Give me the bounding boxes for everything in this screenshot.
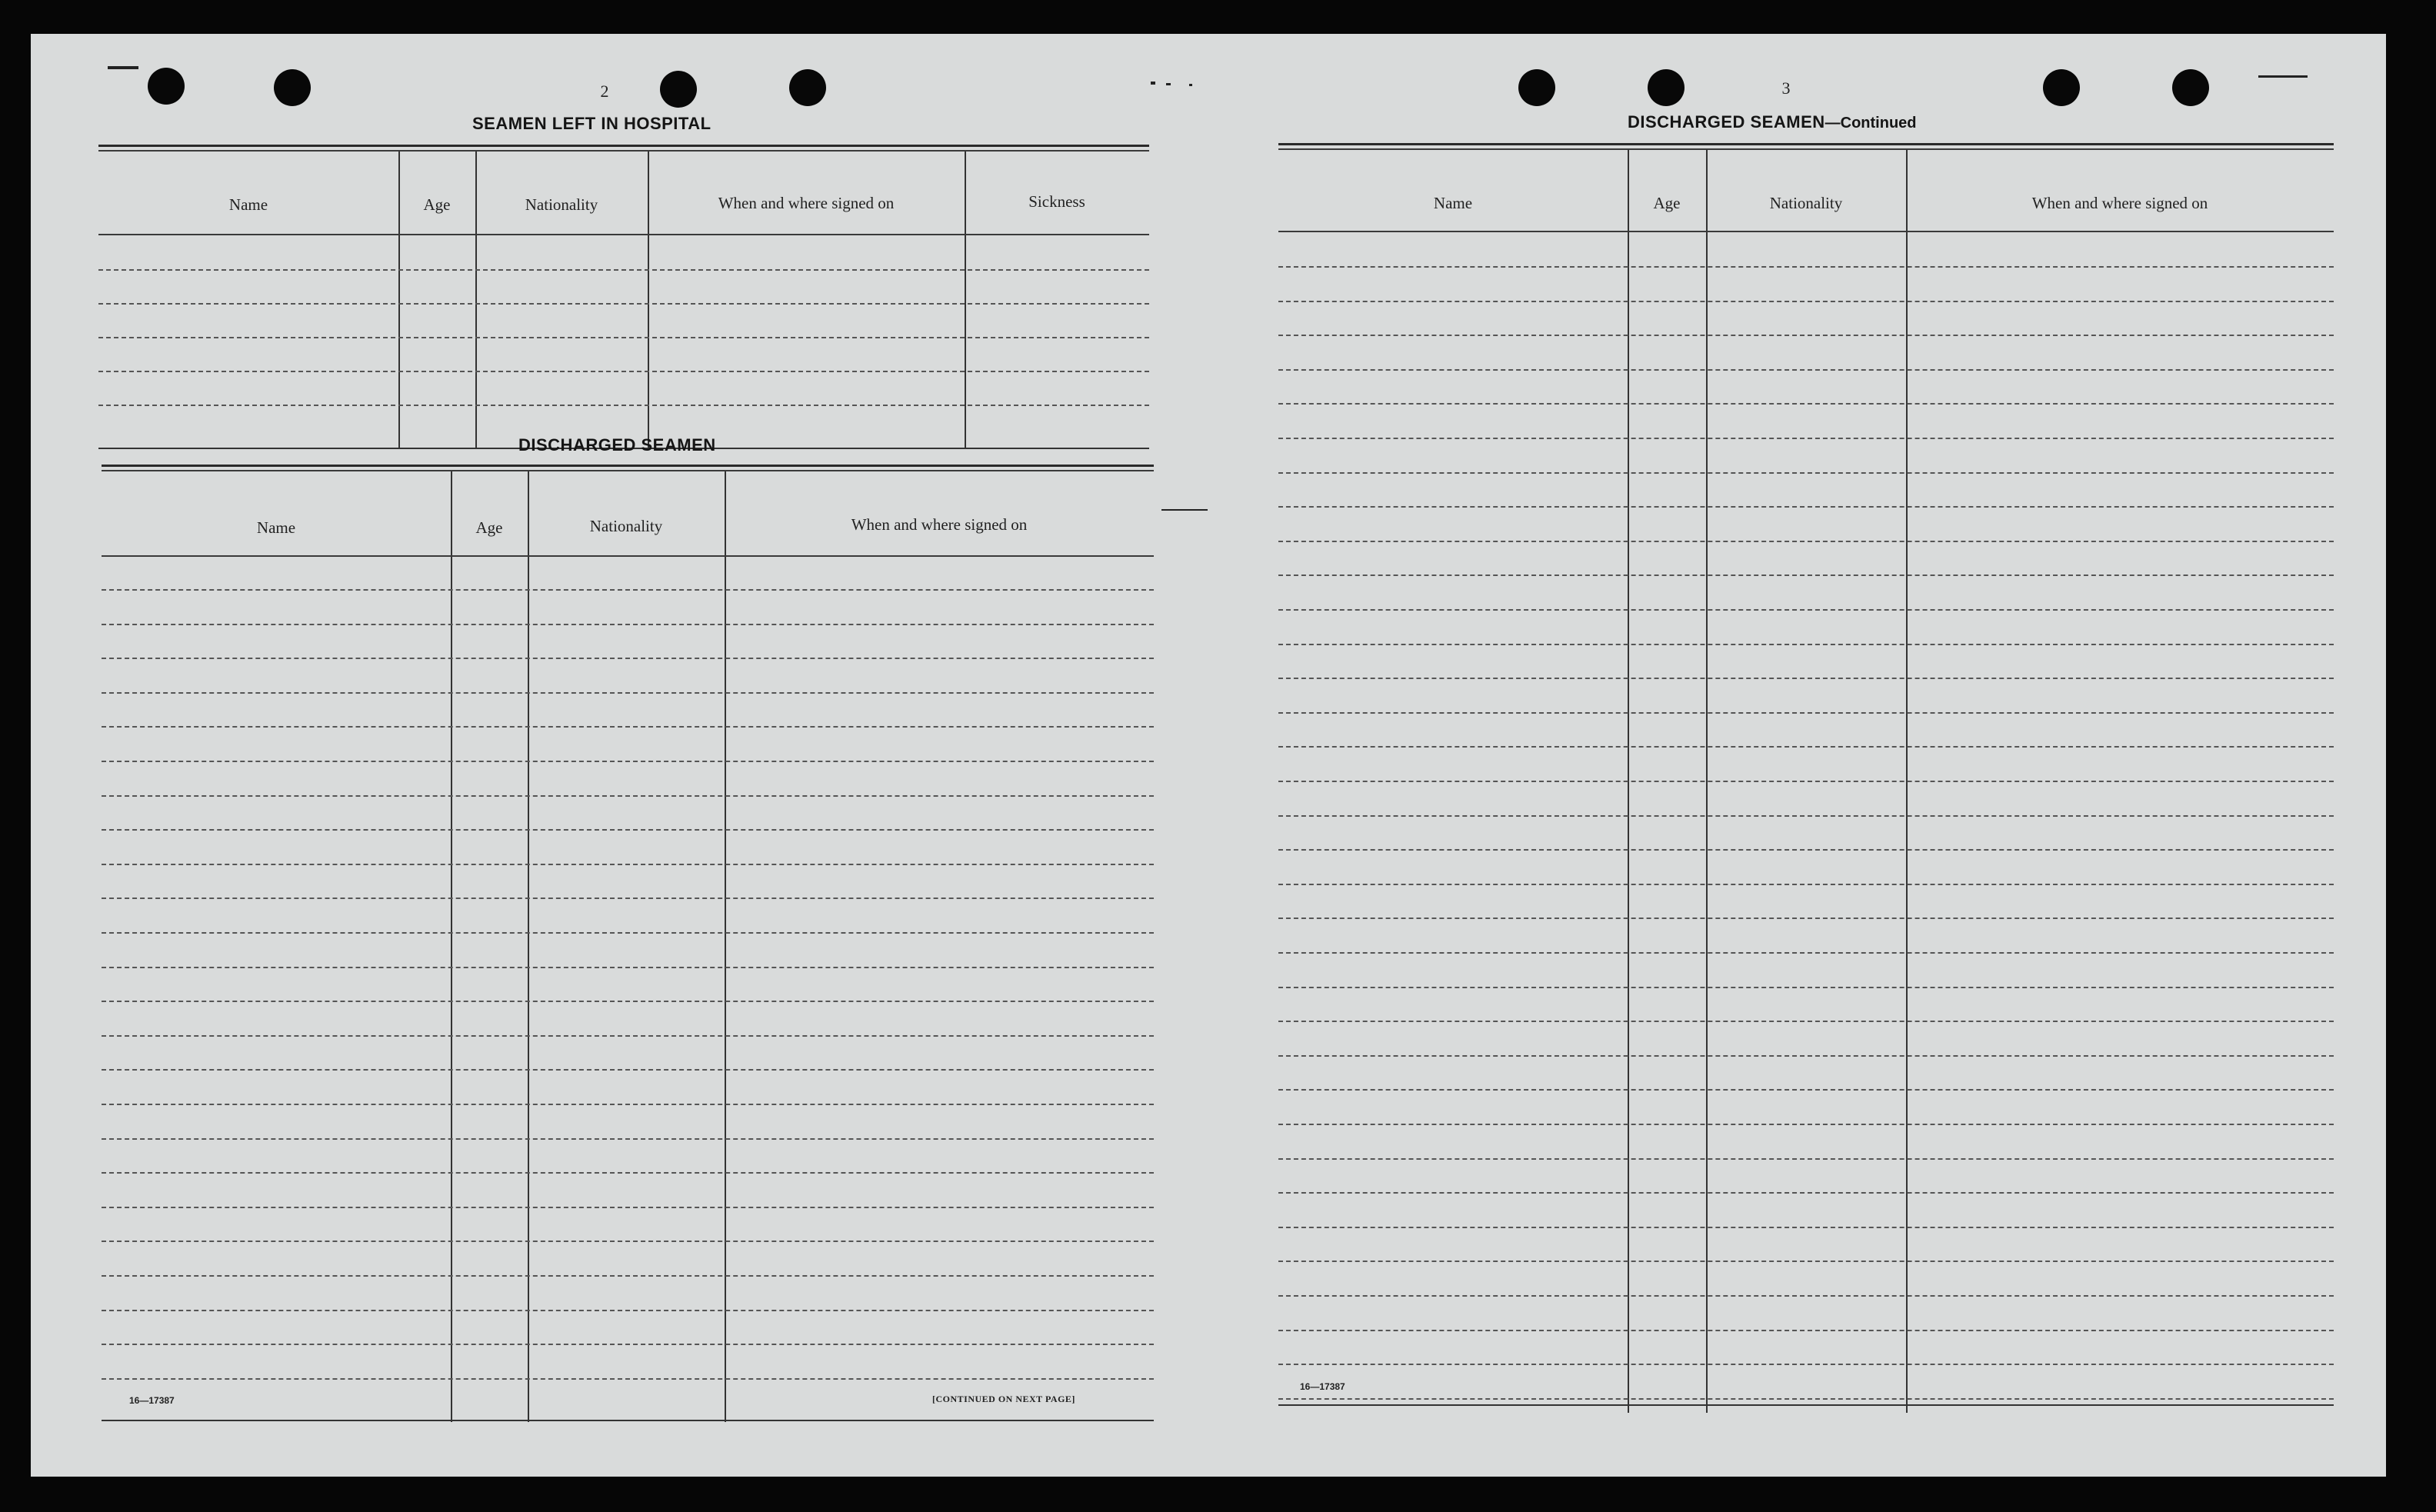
table-row: [1278, 815, 2334, 817]
title-suffix: —Continued: [1825, 115, 1917, 132]
column-header-sickness: Sickness: [1028, 192, 1085, 211]
scan-mark: [1151, 82, 1155, 85]
table-row: [98, 405, 1149, 406]
form-number-left: 16—17387: [129, 1395, 175, 1406]
table-row: [102, 1275, 1154, 1277]
table-row: [102, 1310, 1154, 1311]
table-row: [98, 371, 1149, 372]
table-row: [102, 1138, 1154, 1140]
punch-hole-icon: [1648, 69, 1685, 106]
column-header-nationality: Nationality: [589, 517, 663, 535]
column-header-name: Name: [228, 195, 268, 214]
table-row: [1278, 335, 2334, 336]
table-row: [1278, 506, 2334, 508]
table-row: [102, 1241, 1154, 1242]
scan-mark: [1161, 509, 1208, 511]
table-row: [102, 1207, 1154, 1208]
table-row: [102, 795, 1154, 797]
form-number-right: 16—17387: [1300, 1381, 1345, 1392]
table-row: [1278, 781, 2334, 782]
table-row: [1278, 987, 2334, 988]
table-row: [98, 303, 1149, 305]
table-row: [1278, 1158, 2334, 1160]
table-row: [1278, 541, 2334, 542]
table-row: [1278, 1021, 2334, 1022]
table-row: [98, 337, 1149, 338]
table-row: [1278, 472, 2334, 474]
table-row: [1278, 849, 2334, 851]
discharged-table-right: [1278, 143, 2334, 1414]
table-row: [102, 898, 1154, 899]
table-row: [1278, 403, 2334, 405]
column-header-nationality: Nationality: [525, 195, 598, 214]
table-row: [1278, 438, 2334, 439]
table-row: [102, 1001, 1154, 1002]
column-header-nationality: Nationality: [1769, 194, 1843, 212]
table-row: [1278, 1055, 2334, 1057]
table-row: [1278, 1398, 2334, 1400]
table-row: [102, 864, 1154, 865]
table-row: [98, 269, 1149, 271]
column-header-when-where: When and where signed on: [2031, 194, 2208, 212]
discharged-title-text: DISCHARGED SEAMEN: [1628, 112, 1825, 132]
page-number-left: 2: [600, 82, 609, 101]
page-number-right: 3: [1781, 78, 1791, 98]
column-header-when-where: When and where signed on: [718, 194, 895, 212]
table-row: [1278, 301, 2334, 302]
table-row: [102, 1069, 1154, 1071]
continued-note: [CONTINUED ON NEXT PAGE]: [932, 1394, 1075, 1404]
table-row: [102, 589, 1154, 591]
scan-mark: [1166, 83, 1171, 85]
punch-hole-icon: [148, 68, 185, 105]
table-row: [102, 1378, 1154, 1380]
table-row: [1278, 1227, 2334, 1228]
table-row: [1278, 1364, 2334, 1365]
table-row: [1278, 1089, 2334, 1091]
table-row: [1278, 1124, 2334, 1125]
table-row: [1278, 678, 2334, 679]
punch-hole-icon: [660, 71, 697, 108]
table-row: [102, 658, 1154, 659]
hospital-table: [98, 145, 1149, 451]
table-row: [102, 829, 1154, 831]
table-row: [102, 692, 1154, 694]
punch-hole-icon: [2043, 69, 2080, 106]
table-row: [1278, 746, 2334, 748]
table-row: [1278, 644, 2334, 645]
table-row: [1278, 1295, 2334, 1297]
table-row: [1278, 918, 2334, 919]
punch-hole-icon: [789, 69, 826, 106]
table-row: [1278, 952, 2334, 954]
table-row: [1278, 712, 2334, 714]
table-row: [102, 726, 1154, 728]
table-row: [1278, 1192, 2334, 1194]
column-header-age: Age: [423, 195, 451, 214]
punch-hole-icon: [1518, 69, 1555, 106]
table-row: [102, 932, 1154, 934]
table-row: [102, 1104, 1154, 1105]
table-row: [1278, 1261, 2334, 1262]
table-row: [1278, 266, 2334, 268]
table-row: [1278, 574, 2334, 576]
discharged-continued-title: [1628, 112, 1917, 132]
column-header-name: Name: [1433, 194, 1473, 212]
column-header-age: Age: [1653, 194, 1681, 212]
table-row: [102, 1344, 1154, 1345]
discharged-section-title: DISCHARGED SEAMEN: [518, 435, 716, 455]
scan-mark: [108, 66, 138, 69]
table-row: [102, 624, 1154, 625]
hospital-section-title: SEAMEN LEFT IN HOSPITAL: [472, 114, 711, 133]
column-header-name: Name: [256, 518, 296, 537]
scan-mark: [1189, 84, 1192, 86]
table-row: [1278, 609, 2334, 611]
document-sheet: [31, 34, 2386, 1477]
table-row: [1278, 884, 2334, 885]
discharged-table-left: [102, 465, 1154, 1423]
punch-hole-icon: [274, 69, 311, 106]
table-row: [102, 761, 1154, 762]
column-header-when-where: When and where signed on: [851, 515, 1028, 534]
table-row: [1278, 369, 2334, 371]
table-row: [1278, 1330, 2334, 1331]
punch-hole-icon: [2172, 69, 2209, 106]
table-row: [102, 1172, 1154, 1174]
column-header-age: Age: [475, 518, 503, 537]
table-row: [102, 1035, 1154, 1037]
scan-mark: [2258, 75, 2308, 78]
table-row: [102, 967, 1154, 968]
